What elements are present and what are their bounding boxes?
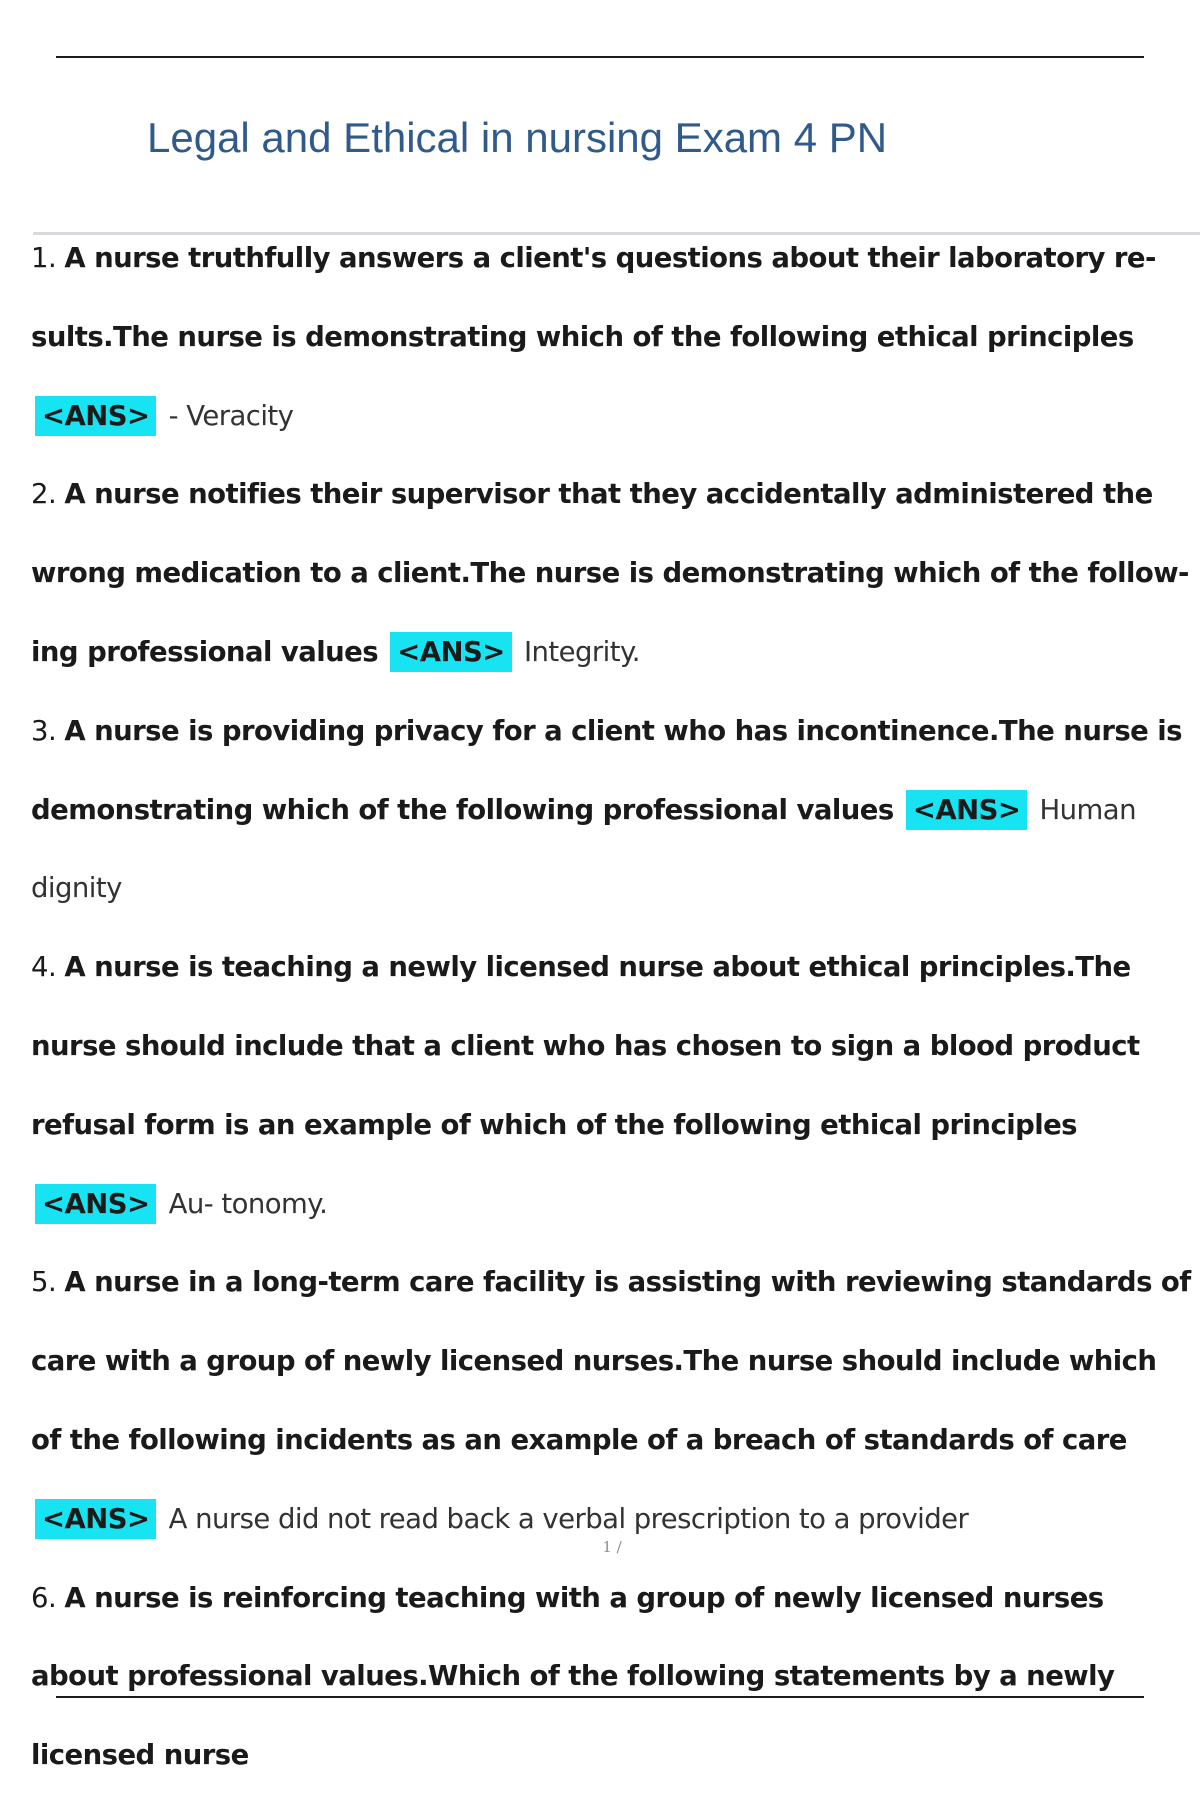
question-number: 4. xyxy=(31,951,57,984)
top-rule xyxy=(56,56,1144,58)
page-number: 1 / xyxy=(602,1538,622,1556)
question-text: A nurse is providing privacy for a client who has incontinence.The nurse is demonstrating which of the following professional values xyxy=(31,714,1183,826)
question-text: A nurse notifies their supervisor that they accidentally administered the wrong medication to a client.The nurse is demonstrating which of the follow- ing professional values xyxy=(31,478,1189,668)
bottom-rule xyxy=(56,1696,1144,1698)
answer-tag: <ANS> xyxy=(390,632,511,672)
question-number: 6. xyxy=(31,1581,57,1614)
question-2 xyxy=(31,455,1193,691)
question-text: A nurse in a long-term care facility is assisting with reviewing standards of care with a group of newly licensed nurses.The nurse should include which of the following incidents as an example of a breach of standards of care xyxy=(31,1266,1191,1456)
question-text: A nurse truthfully answers a client's questions about their laboratory re- sults.The nurse is demonstrating which of the following ethical principles xyxy=(31,242,1156,353)
question-number: 5. xyxy=(31,1266,57,1299)
answer-text: Integrity. xyxy=(523,635,640,668)
question-text: A nurse is reinforcing teaching with a group of newly licensed nurses about professional values.Which of the following statements by a newly licensed nurse xyxy=(31,1581,1115,1772)
document-title: Legal and Ethical in nursing Exam 4 PN xyxy=(147,114,888,161)
answer-text: Human dignity xyxy=(31,793,1136,905)
answer-tag: <ANS> xyxy=(35,1184,156,1224)
answer-tag: <ANS> xyxy=(35,396,156,436)
question-number: 1. xyxy=(31,242,57,274)
question-number: 2. xyxy=(31,478,57,511)
answer-text: - Veracity xyxy=(168,399,294,432)
question-number: 3. xyxy=(31,714,57,747)
answer-text: A nurse did not read back a verbal prescription to a provider xyxy=(168,1502,969,1535)
question-text: A nurse is teaching a newly licensed nurse about ethical principles.The nurse should include that a client who has chosen to sign a blood product refusal form is an example of which of the following ethical principles xyxy=(31,951,1140,1141)
question-1 xyxy=(31,219,1193,455)
question-4 xyxy=(31,928,1193,1243)
answer-tag: <ANS> xyxy=(35,1499,156,1539)
question-6 xyxy=(31,1559,1193,1795)
answer-text: Au- tonomy. xyxy=(168,1187,328,1220)
question-3 xyxy=(31,692,1193,928)
question-5 xyxy=(31,1243,1193,1558)
answer-tag: <ANS> xyxy=(906,790,1027,830)
